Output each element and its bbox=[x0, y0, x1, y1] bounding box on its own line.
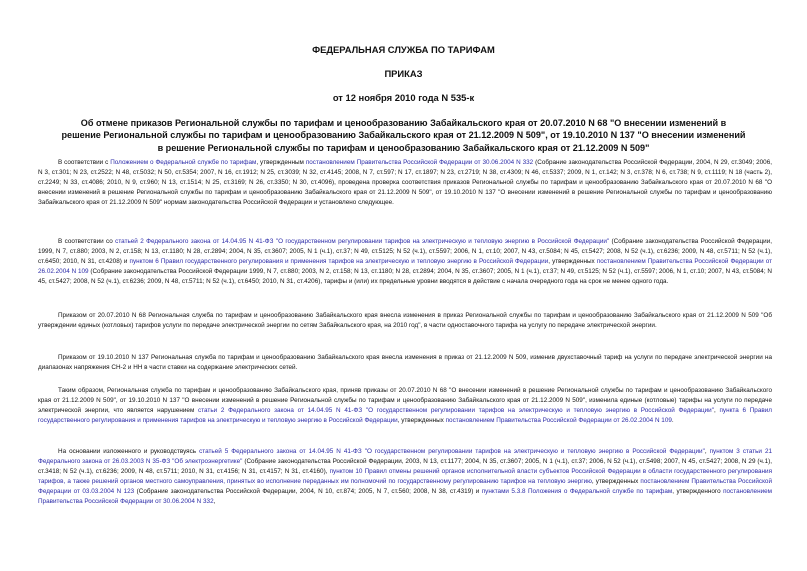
p5-text-3: , утвержденных bbox=[397, 417, 446, 425]
p5-link-3[interactable]: постановлением Правительства Российской Федерации от 26.02.2004 N 109 bbox=[445, 417, 672, 425]
paragraph-3 bbox=[38, 311, 772, 331]
p5-text-4: . bbox=[671, 417, 674, 425]
p4-text: Приказом от 19.10.2010 N 137 Региональная служба по тарифам и ценообразованию Забайкальского края внесла изменения в приказ от 21.12.2009 N 509, изменив двухставочный тариф на услуги по передаче электрической энергии на диапазонах напряжения СН-2 и НН в части ставки на содержание электрических сетей. bbox=[38, 354, 772, 372]
p6-text-7: , bbox=[213, 498, 216, 506]
p2-text-3: , утвержденных bbox=[548, 258, 597, 266]
doc-type-heading: ПРИКАЗ bbox=[384, 68, 423, 79]
p6-link-1[interactable]: статьей 5 Федерального закона от 14.04.95 N 41-ФЗ "О государственном регулировании тарифов на электрическую и тепловую энергию в Российской Федерации" bbox=[199, 448, 705, 455]
p1-text-1: В соответствии с bbox=[58, 159, 111, 166]
paragraph-2 bbox=[38, 237, 772, 287]
p1-text-3: (Собрание законодательства Российской Федерации, 2004, N 29, ст.3049; 2006, N 3, ст.301; N 23, ст.2522; N 48, ст.5032; N 50, ст.5354; 2007, N 16, ст.1912; N 25, ст.3039; N 32, ст.4145; 2008, N 7, ст.597; N 17, ст.1897; N 23, ст.2719; N 38, ст.4309; N 46, ст.5337; 2009, N 1, ст.142; N 3, ст.378; N 6, ст.738; N 9, ст.1119; N 18 (часть 2), ст.2249; N 33, ст.4086; 2010, N 9, ст.960; N 13, ст.1514; N 25, ст.3169; N 26, ст.3350; N 30, ст.4096), проведена проверка соответствия приказов Региональной службы по тарифам и ценообразованию Забайкальского края от 20.07.2010 N 68 "О внесении изменений в решение Региональной службы по тарифам и ценообразованию Забайкальского края от 21.12.2009 N 509", от 19.10.2010 N 137 "О внесении изменений в решение Региональной службы по тарифам и ценообразованию Забайкальского края от 21.12.2009 N 509" нормам законодательства Российской Федерации и установлено следующее. bbox=[38, 159, 772, 207]
p2-text-1: В соответствии со bbox=[58, 238, 116, 245]
p3-text: Приказом от 20.07.2010 N 68 Региональная служба по тарифам и ценообразованию Забайкальского края внесла изменения в приказ Региональной службы по тарифам и ценообразованию Забайкальского края от 21.12.2009 N 509 "Об утверждении единых (котловых) тарифов услуги по передаче электрической энергии по сетям Забайкальского края, на 2010 год", в части одноставочного тарифа на услугу по передаче электрической энергии. bbox=[38, 312, 772, 330]
p1-link-2[interactable]: постановлением Правительства Российской Федерации от 30.06.2004 N 332 bbox=[305, 159, 534, 166]
p2-link-3[interactable]: постановлением Правительства Российской Федерации от 26.02.2004 N 109 bbox=[38, 258, 773, 276]
p6-text-1: На основании изложенного и руководствуясь bbox=[58, 448, 200, 455]
p6-link-2[interactable]: пунктом 3 статьи 21 Федерального закона от 26.03.2003 N 35-ФЗ "Об электроэнергетике" bbox=[38, 448, 773, 466]
date-number-heading: от 12 ноября 2010 года N 535-к bbox=[332, 92, 475, 103]
document-title: Об отмене приказов Региональной службы по тарифам и ценообразованию Забайкальского края от 20.07.2010 N 68 "О внесении изменений в решение Региональной службы по тарифам и ценообразованию Забайкальского края от 21.12.2009 N 509", от 19.10.2010 N 137 "О внесении изменений в решение Региональной службы по тарифам и ценообразованию Забайкальского края от 21.12.2009 N 509" bbox=[61, 118, 746, 153]
p2-link-2[interactable]: пунктом 6 Правил государственного регулирования и применения тарифов на электрическую и тепловую энергию в Российской Федерации bbox=[129, 258, 549, 266]
p6-text-2: , bbox=[704, 448, 710, 455]
paragraph-4 bbox=[38, 353, 772, 373]
p5-text-1: Таким образом, Региональная служба по тарифам и ценообразованию Забайкальского края, приняв приказы от 20.07.2010 N 68 "О внесении изменений в решение Региональной службы по тарифам и ценообразованию Забайкальского края от 21.12.2009 N 509", от 19.10.2010 N 137 "О внесении изменений в решение Региональной службы по тарифам и ценообразованию Забайкальского края от 21.12.2009 N 509", изменила единые (котловые) тарифы на услуги по передаче электрической энергии, что является нарушением bbox=[38, 387, 772, 415]
p6-link-3[interactable]: пунктом 10 Правил отмены решений органов исполнительной власти субъектов Российской Федерации в области государственного регулирования тарифов, а также решений органов местного самоуправления, принятых во исполнение переданных им полномочий по государственному регулированию тарифов на тепловую энергию bbox=[38, 468, 773, 486]
p6-link-6[interactable]: постановлением Правительства Российской Федерации от 30.06.2004 N 332 bbox=[38, 488, 773, 506]
paragraph-6 bbox=[38, 447, 772, 508]
p5-link-1[interactable]: статьи 2 Федерального закона от 14.04.95 N 41-ФЗ "О государственном регулировании тарифов на электрическую и тепловую энергию в Российской Федерации" bbox=[198, 407, 714, 415]
p6-link-5[interactable]: пунктами 5.3.8 Положения о Федеральной службе по тарифам bbox=[481, 488, 673, 496]
p5-text-2: , bbox=[713, 407, 720, 415]
p5-link-2[interactable]: пункта 6 Правил государственного регулирования и применения тарифов на электрическую и тепловую энергию в Российской Федерации bbox=[38, 407, 772, 425]
paragraph-1 bbox=[38, 158, 772, 208]
paragraph-5 bbox=[38, 386, 772, 426]
p6-link-4[interactable]: постановлением Правительства Российской Федерации от 03.03.2004 N 123 bbox=[38, 478, 772, 496]
p6-text-3: (Собрание законодательства Российской Федерации, 2003, N 13, ст.1177; 2004, N 35, ст.3607; 2005, N 1 (ч.1), ст.37; 2006, N 52 (ч.1), ст.5498; 2007, N 45, ст.5427; 2008, N 29 (ч.1), ст.3418; N 52 (ч.1), ст.6236; 2009, N 48, ст.5711; 2010, N 31, ст.4156; N 31, ст.4157; N 31, ст.4160), bbox=[38, 458, 773, 476]
p1-text-2: , утвержденным bbox=[256, 159, 306, 166]
agency-heading: ФЕДЕРАЛЬНАЯ СЛУЖБА ПО ТАРИФАМ bbox=[312, 44, 495, 55]
p1-link-1[interactable]: Положением о Федеральной службе по тарифам bbox=[110, 159, 257, 166]
p6-text-4: , утвержденных bbox=[591, 478, 641, 486]
p2-text-2: (Собрание законодательства Российской Федерации, 1999, N 7, ст.880; 2003, N 2, ст.158; N 13, ст.1180; N 28, ст.2894; 2004, N 35, ст.3607; 2005, N 1 (ч.1), ст.37; N 49, ст.5125; N 52 (ч.1), ст.5597; 2006, N 1, ст.10; 2007, N 43, ст.5084; N 45, ст.5427; 2008, N 52 (ч.1), ст.6236; 2009, N 48, ст.5711; N 52 (ч.1), ст.6450; 2010, N 31, ст.4208) и bbox=[38, 238, 772, 266]
p2-text-4: (Собрание законодательства Российской Федерации 1999, N 7, ст.880; 2003, N 2, ст.158; N 13, ст.1180; N 28, ст.2894; 2004, N 35, ст.3607; 2005, N 1 (ч.1), ст.37; N 49, ст.5125; N 52 (ч.1), ст.5597; 2006, N 1, ст.10; 2007, N 43, ст.5084; N 45, ст.5427; 2008, N 52 (ч.1), ст.6236; 2009, N 48, ст.5711; N 52 (ч.1), ст.6450; 2010, N 31, ст.4206), тарифы и (или) их предельные уровни вводятся в действие с начала очередного года на срок не менее одного года. bbox=[38, 268, 772, 286]
p6-text-5: (Собрание законодательства Российской Федерации, 2004, N 10, ст.874; 2005, N 7, ст.560; 2008, N 38, ст.4319) и bbox=[134, 488, 482, 496]
p6-text-6: , утвержденного bbox=[672, 488, 724, 496]
p2-link-1[interactable]: статьей 2 Федерального закона от 14.04.95 N 41-ФЗ "О государственном регулировании тарифов на электрическую и тепловую энергию в Российской Федерации" bbox=[115, 238, 610, 245]
